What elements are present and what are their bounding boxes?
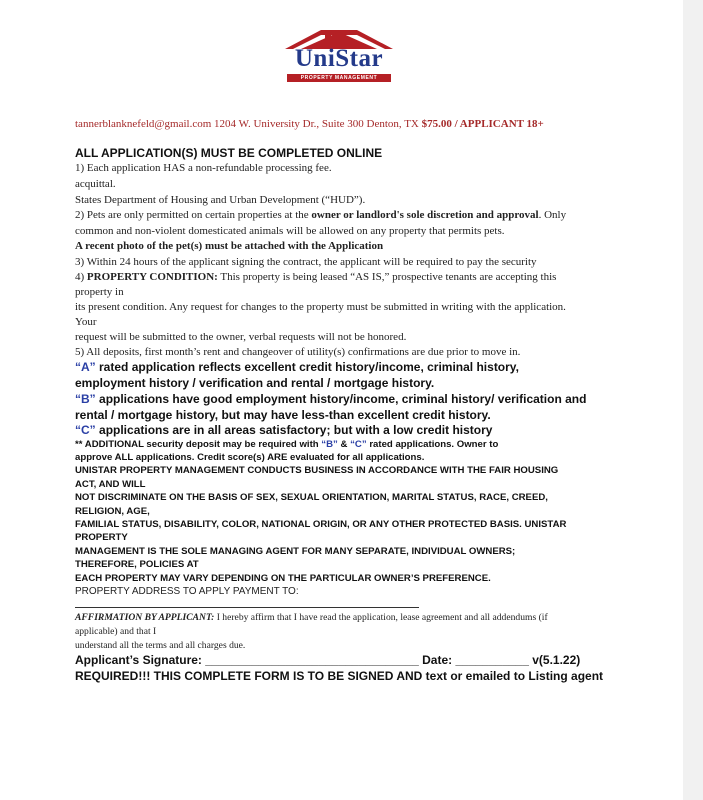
- text-line: UNISTAR PROPERTY MANAGEMENT CONDUCTS BUSINESS IN ACCORDANCE WITH THE FAIR HOUSING: [75, 465, 559, 476]
- payment-address-label: PROPERTY ADDRESS TO APPLY PAYMENT TO:: [75, 586, 299, 597]
- text-line: acquittal.: [75, 178, 116, 190]
- rating-a-line: [75, 360, 519, 374]
- deposit-notice-line: [75, 439, 498, 450]
- text-span: rated applications. Owner to: [369, 439, 499, 450]
- unistar-logo: [281, 28, 397, 84]
- text-line: its present condition. Any request for changes to the property must be submitted in writing with the application.: [75, 301, 566, 313]
- text-line: EACH PROPERTY MAY VARY DEPENDING ON THE PARTICULAR OWNER’S PREFERENCE.: [75, 573, 491, 584]
- rating-c-label: “C”: [75, 423, 96, 437]
- text-span: 4): [75, 271, 85, 283]
- text-line: 1) Each application HAS a non-refundable processing fee.: [75, 162, 332, 174]
- text-line: employment history / verification and rental / mortgage history.: [75, 376, 435, 390]
- text-span: applications have good employment history/income, criminal history/ verification and: [99, 392, 587, 406]
- text-line: 5) All deposits, first month’s rent and changeover of utility(s) confirmations are due prior to move in.: [75, 346, 521, 358]
- text-span: . Only: [538, 209, 567, 221]
- rating-b-line: [75, 392, 586, 406]
- text-line: applicable) and that I: [75, 626, 157, 637]
- contact-address: 1204 W. University Dr., Suite 300 Denton, TX: [214, 118, 419, 130]
- scrollbar[interactable]: [683, 0, 703, 800]
- affirmation-label: AFFIRMATION BY APPLICANT:: [75, 612, 215, 623]
- text-line: NOT DISCRIMINATE ON THE BASIS OF SEX, SEXUAL ORIENTATION, MARITAL STATUS, RACE, CREED,: [75, 492, 548, 503]
- text-line: 3) Within 24 hours of the applicant signing the contract, the applicant will be required to pay the security: [75, 256, 537, 268]
- text-span: applications are in all areas satisfactory; but with a low credit history: [99, 423, 493, 437]
- text-line: PROPERTY: [75, 532, 128, 543]
- application-fee: $75.00 / APPLICANT 18+: [421, 118, 544, 130]
- bold-span: owner or landlord's sole discretion and approval: [311, 209, 539, 221]
- page-heading: ALL APPLICATION(S) MUST BE COMPLETED ONLINE: [75, 146, 383, 160]
- contact-line: [75, 118, 544, 130]
- text-line: approve ALL applications. Credit score(s) ARE evaluated for all applications.: [75, 452, 425, 463]
- rating-c-ref: “C”: [350, 439, 367, 450]
- bold-span: PROPERTY CONDITION:: [86, 271, 218, 283]
- text-span: I hereby affirm that I have read the application, lease agreement and all addendums (if: [216, 612, 548, 623]
- text-line: FAMILIAL STATUS, DISABILITY, COLOR, NATIONAL ORIGIN, OR ANY OTHER PROTECTED BASIS. UNISTAR: [75, 519, 567, 530]
- text-span: rated application reflects excellent credit history/income, criminal history,: [99, 360, 519, 374]
- contact-email: tannerblanknefeld@gmail.com: [75, 118, 212, 130]
- text-span: ** ADDITIONAL security deposit may be required with: [75, 439, 319, 450]
- payment-address-field[interactable]: [75, 607, 419, 608]
- pets-line: [75, 209, 566, 221]
- text-line: ACT, AND WILL: [75, 479, 146, 490]
- text-span: This property is being leased “AS IS,” prospective tenants are accepting this: [220, 271, 557, 283]
- signature-line[interactable]: Applicant’s Signature: ________________________________ Date: ___________ v(5.1.22): [75, 653, 581, 667]
- text-line: property in: [75, 286, 124, 298]
- text-line: Your: [75, 316, 97, 328]
- rating-b-ref: “B”: [321, 439, 338, 450]
- affirmation-line: [75, 612, 548, 623]
- property-condition-line: [75, 271, 556, 283]
- text-line: THEREFORE, POLICIES AT: [75, 559, 199, 570]
- required-notice: REQUIRED!!! THIS COMPLETE FORM IS TO BE SIGNED AND text or emailed to Listing agent: [75, 669, 604, 683]
- text-line: States Department of Housing and Urban Development (“HUD”).: [75, 194, 366, 206]
- text-line: understand all the terms and all charges due.: [75, 640, 246, 651]
- logo-wordmark: UniStar: [294, 45, 384, 72]
- text-line: common and non-violent domesticated animals will be allowed on any property that permits pets.: [75, 225, 505, 237]
- text-line: request will be submitted to the owner, verbal requests will not be honored.: [75, 331, 407, 343]
- rating-c-line: [75, 423, 492, 437]
- rating-b-label: “B”: [75, 392, 96, 406]
- pet-photo-line: A recent photo of the pet(s) must be attached with the Application: [75, 240, 384, 252]
- text-line: MANAGEMENT IS THE SOLE MANAGING AGENT FOR MANY SEPARATE, INDIVIDUAL OWNERS;: [75, 546, 516, 557]
- text-span: &: [340, 439, 348, 450]
- logo-tagline: PROPERTY MANAGEMENT: [287, 74, 391, 82]
- text-line: RELIGION, AGE,: [75, 506, 150, 517]
- rating-a-label: “A”: [75, 360, 96, 374]
- text-span: 2) Pets are only permitted on certain properties at the: [75, 209, 309, 221]
- text-line: rental / mortgage history, but may have less-than excellent credit history.: [75, 408, 491, 422]
